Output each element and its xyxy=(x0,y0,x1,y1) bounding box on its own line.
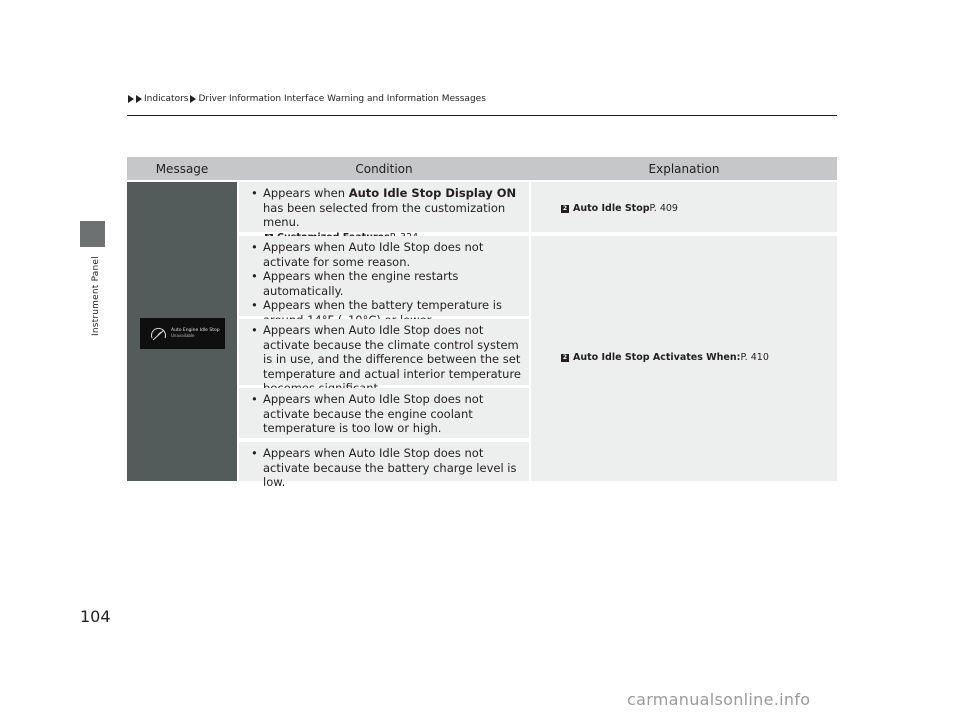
condition-cell-2 xyxy=(239,236,529,316)
condition-bullet: • Appears when Auto Idle Stop does not activate because the battery charge level is low. xyxy=(247,446,523,490)
condition-bullet: • Appears when Auto Idle Stop Display ON has been selected from the customization menu. xyxy=(247,186,523,230)
condition-cell-4 xyxy=(239,388,529,438)
breadcrumb-arrow-icon xyxy=(136,95,142,103)
header-condition: Condition xyxy=(355,162,413,176)
watermark: carmanualsonline.info xyxy=(627,690,811,709)
breadcrumb-item-indicators[interactable]: Indicators xyxy=(144,94,189,104)
condition-bullet: • Appears when Auto Idle Stop does not activate because the climate control system is in use, and the difference between the set temperature and actual interior temperature xyxy=(247,323,523,396)
xref-arrow-icon: 2 xyxy=(562,205,568,213)
explanation-cell-shared xyxy=(531,236,837,481)
section-label: Instrument Panel xyxy=(91,256,101,336)
page-number: 104 xyxy=(80,607,111,626)
condition-cell-3 xyxy=(239,319,529,385)
xref-auto-idle-stop[interactable]: 2 Auto Idle Stop P. 409 xyxy=(562,203,678,214)
condition-cell-5 xyxy=(239,442,529,489)
display-text-line1: Auto Engine Idle Stop xyxy=(171,328,220,333)
section-tab-marker xyxy=(80,221,105,247)
display-text-line2: Unavailable xyxy=(171,333,195,338)
breadcrumb xyxy=(128,94,486,104)
table-header xyxy=(127,157,837,180)
condition-bullet: • Appears when Auto Idle Stop does not activate for some reason. xyxy=(247,240,523,269)
breadcrumb-arrow-icon xyxy=(190,95,196,103)
header-divider xyxy=(127,115,837,116)
header-explanation: Explanation xyxy=(648,162,720,176)
condition-bullet: • Appears when Auto Idle Stop does not activate because the engine coolant temperature is too low or high. xyxy=(247,392,523,436)
explanation-cell-1 xyxy=(531,182,837,232)
condition-bullet: • Appears when the engine restarts automatically. xyxy=(247,269,523,298)
message-column xyxy=(127,182,237,481)
breadcrumb-arrow-icon xyxy=(128,95,134,103)
xref-auto-idle-stop-activates[interactable]: 2 Auto Idle Stop Activates When: P. 410 xyxy=(562,352,769,363)
header-message: Message xyxy=(155,162,209,176)
condition-cell-1 xyxy=(239,182,529,232)
auto-idle-stop-icon xyxy=(152,328,166,340)
display-content xyxy=(140,318,225,349)
breadcrumb-item-messages[interactable]: Driver Information Interface Warning and Information Messages xyxy=(198,94,486,104)
auto-idle-stop-display-image xyxy=(140,318,225,349)
condition-bullet: • Appears when the battery temperature is xyxy=(247,298,523,327)
xref-arrow-icon: 2 xyxy=(562,354,568,362)
